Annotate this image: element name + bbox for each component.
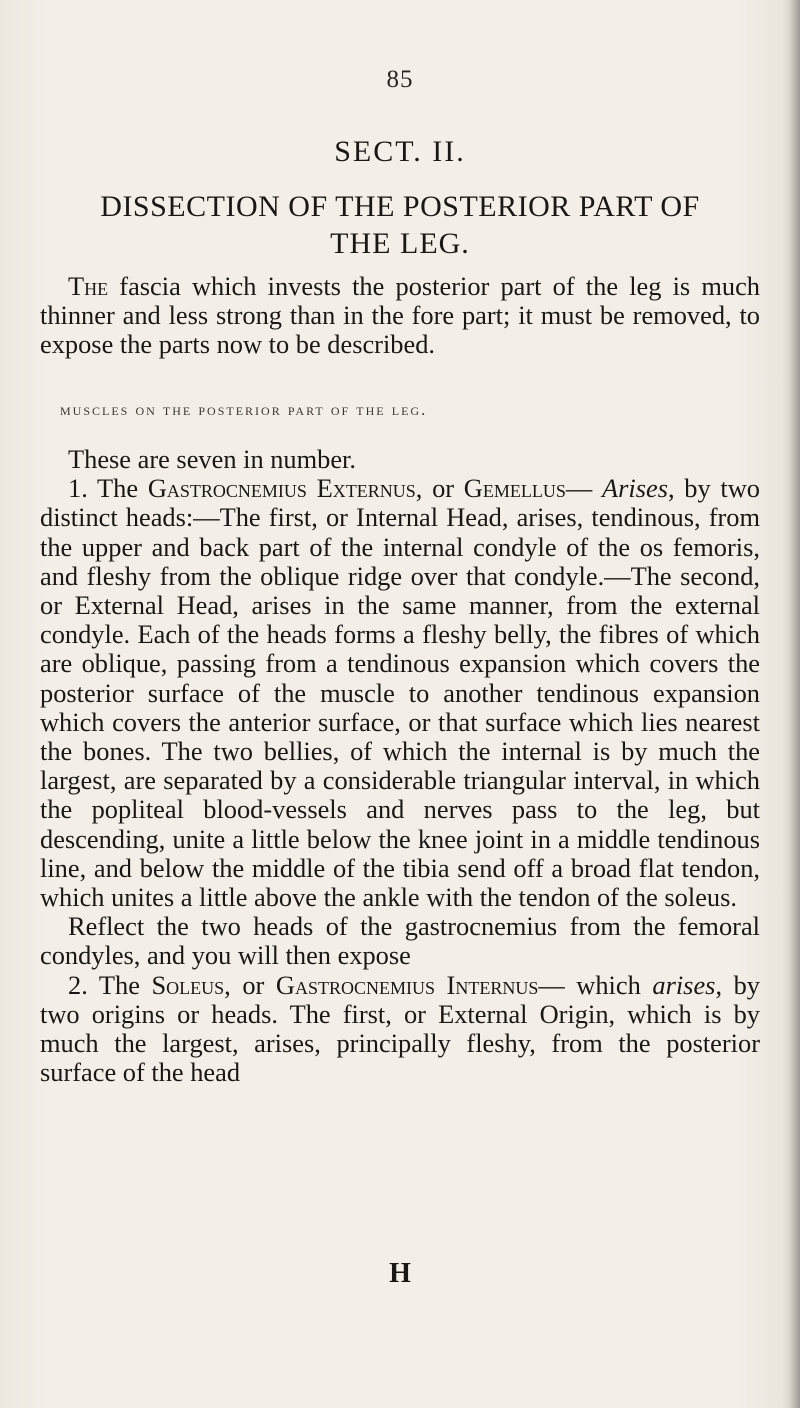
count-paragraph: These are seven in number. xyxy=(68,444,356,474)
intro-paragraph xyxy=(40,272,760,360)
chapter-title-line-1: DISSECTION OF THE POSTERIOR PART OF xyxy=(100,190,700,223)
subheading: muscles on the posterior part of the leg. xyxy=(60,400,428,419)
item-2-muscle-name: Soleus xyxy=(151,969,225,1000)
section-heading: SECT. II. xyxy=(334,135,466,168)
item-1-muscle-name: Gastrocnemius Externus xyxy=(147,473,416,504)
chapter-title xyxy=(0,188,800,262)
item-2-alt-name: Gastrocnemius Internus xyxy=(275,969,539,1000)
item-2-paragraph: 2. The Soleus, or Gastrocnemius Internus— which arises, by two origins or heads. The first, or External Origin, which is by much the largest, arises, principally fleshy, from the posterior surface of the head xyxy=(40,969,760,1088)
main-text xyxy=(40,445,760,1087)
chapter-title-line-2: THE LEG. xyxy=(330,227,470,260)
item-1-alt-name: Gemellus xyxy=(463,473,566,504)
item-2-arises: arises xyxy=(652,969,716,1000)
page-number: 85 xyxy=(386,66,414,93)
intro-first-word: The xyxy=(68,271,109,301)
signature-mark: H xyxy=(389,1258,411,1289)
item-1-arises: Arises xyxy=(601,473,668,504)
item-1-text: , by two distinct heads:—The first, or Internal Head, arises, tendinous, from the upper and back part of the internal condyle of the os femoris, and fleshy from the oblique ridge over that condyle.—The second, or External Head, arises in the same manner, from the external condyle. Each of the heads forms a fleshy belly, the fibres of which are oblique, passing from a tendinous expansion which covers the posterior surface of the muscle to another tendinous expansion which covers the anterior surface, or that surface which lies nearest the bones. The two bellies, of which the internal is by much the largest, are separated by a considerable triangular interval, in which the popliteal blood-vessels and nerves pass to the leg, but descending, unite a little below the knee joint in a middle tendinous line, and below the middle of the tibia send off a broad flat tendon, which unites a little above the ankle with the tendon of the soleus. xyxy=(40,473,760,913)
intro-text: fascia which invests the posterior part of the leg is much thinner and less strong than in the fore part; it must be removed, to expose the parts now to be described. xyxy=(40,271,760,360)
item-2-text: , by two origins or heads. The first, or External Origin, which is by much the largest, arises, principally fleshy, from the posterior surface of the head xyxy=(40,969,760,1088)
reflect-paragraph: Reflect the two heads of the gastrocnemius from the femoral condyles, and you will then expose xyxy=(40,911,760,971)
item-1-paragraph: 1. The Gastrocnemius Externus, or Gemellus— Arises, by two distinct heads:—The first, or Internal Head, arises, tendinous, from the upper and back part of the internal condyle of the os femoris, and fleshy from the oblique ridge over that condyle.—The second, or External Head, arises in the same manner, from the external condyle. Each of the heads forms a fleshy belly, the fibres of which are oblique, passing from a tendinous expansion which covers the posterior surface of the muscle to another tendinous expansion which covers the anterior surface, or that surface which lies nearest the bones. The two bellies, of which the internal is by much the largest, are separated by a considerable triangular interval, in which the popliteal blood-vessels and nerves pass to the leg, but descending, unite a little below the knee joint in a middle tendinous line, and below the middle of the tibia send off a broad flat tendon, which unites a little above the ankle with the tendon of the soleus. xyxy=(40,473,760,913)
